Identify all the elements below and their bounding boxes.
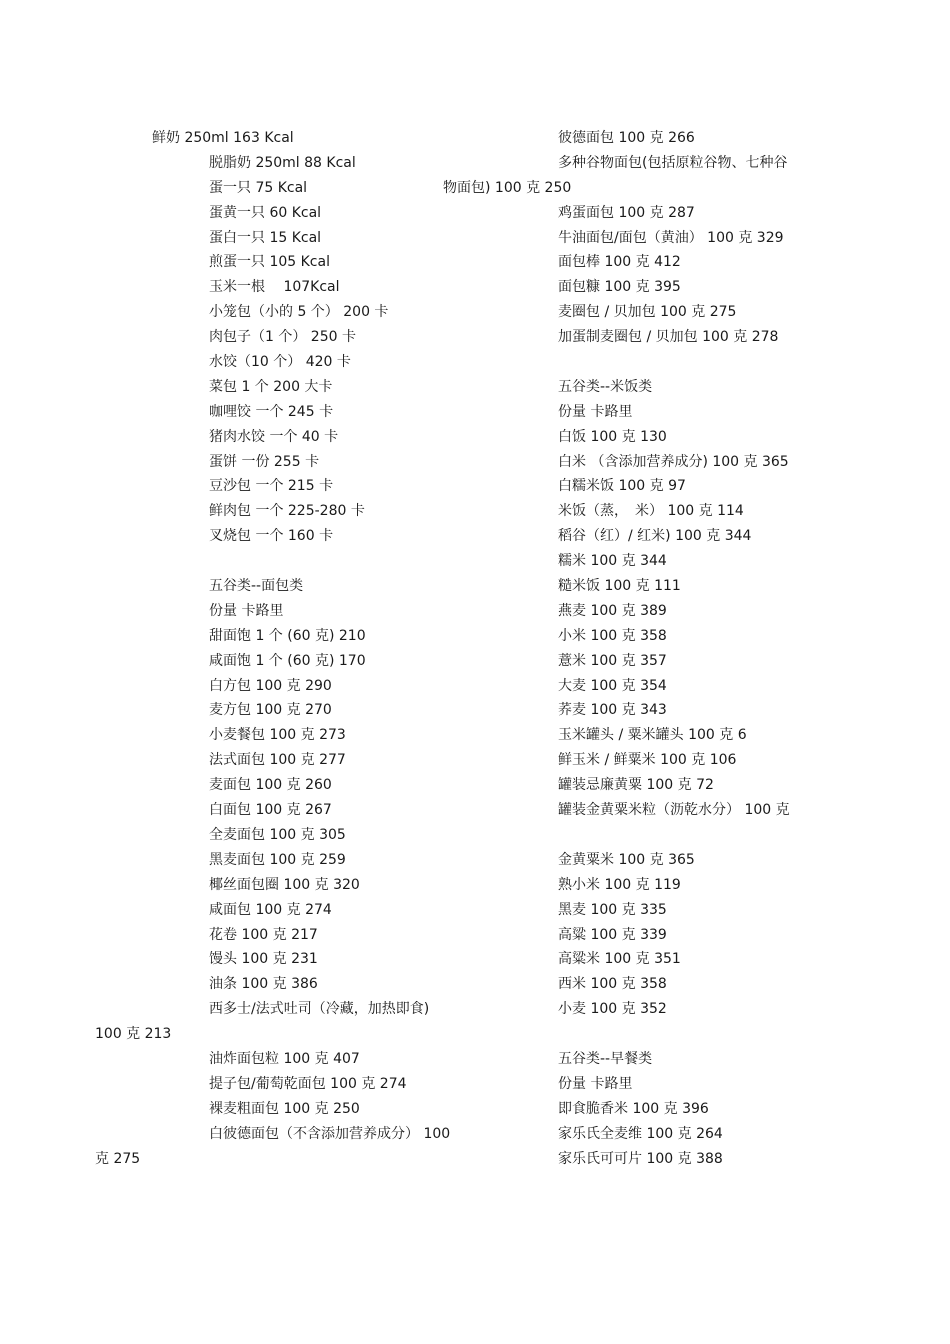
- left-column: [95, 126, 509, 1171]
- blank-line: [558, 823, 878, 848]
- text-line: 咸面包 100 克 274: [209, 901, 332, 918]
- blank-line: [209, 549, 509, 574]
- text-line: 小麦 100 克 352: [558, 1001, 667, 1018]
- text-line: 燕麦 100 克 389: [558, 602, 667, 619]
- text-line: 法式面包 100 克 277: [209, 752, 346, 769]
- text-line: 家乐氏全麦维 100 克 264: [558, 1125, 723, 1142]
- text-line: 油炸面包粒 100 克 407: [209, 1050, 360, 1067]
- text-line: 熟小米 100 克 119: [558, 876, 681, 893]
- text-line: 稻谷（红）/ 红米) 100 克 344: [558, 528, 752, 545]
- text-line: 荞麦 100 克 343: [558, 702, 667, 719]
- text-line: 馒头 100 克 231: [209, 951, 318, 968]
- text-line: 玉米一根 107Kcal: [209, 279, 340, 296]
- text-line: 米饭（蒸， 米） 100 克 114: [558, 503, 744, 520]
- text-line: 脱脂奶 250ml 88 Kcal: [209, 154, 356, 171]
- text-line: 高粱米 100 克 351: [558, 951, 681, 968]
- text-line: 金黄粟米 100 克 365: [558, 851, 695, 868]
- text-line: 叉烧包 一个 160 卡: [209, 528, 334, 545]
- text-line: 物面包) 100 克 250: [443, 179, 572, 196]
- text-line: 鲜奶 250ml 163 Kcal: [152, 130, 294, 146]
- text-line: 麦圈包 / 贝加包 100 克 275: [558, 304, 737, 321]
- text-line: 面包棒 100 克 412: [558, 254, 681, 271]
- text-line: 五谷类--早餐类: [558, 1050, 653, 1067]
- text-line: 蛋黄一只 60 Kcal: [209, 204, 322, 221]
- text-line: 大麦 100 克 354: [558, 677, 667, 694]
- text-line: 黑麦面包 100 克 259: [209, 851, 346, 868]
- text-line: 即食脆香米 100 克 396: [558, 1100, 709, 1117]
- text-line: 白米 （含添加营养成分) 100 克 365: [558, 453, 789, 470]
- blank-line: [558, 1022, 878, 1047]
- text-line: 糯米 100 克 344: [558, 553, 667, 570]
- right-column: [443, 126, 878, 1171]
- text-line: 咖哩饺 一个 245 卡: [209, 403, 334, 420]
- text-line: 五谷类--米饭类: [558, 378, 653, 395]
- text-line: 菜包 1 个 200 大卡: [209, 378, 333, 395]
- text-line: 彼德面包 100 克 266: [558, 130, 695, 146]
- text-line: 鲜肉包 一个 225-280 卡: [209, 503, 365, 520]
- text-line: 水饺（10 个） 420 卡: [209, 354, 351, 371]
- text-line: 多种谷物面包(包括原粒谷物、七种谷: [558, 154, 788, 171]
- text-line: 裸麦粗面包 100 克 250: [209, 1100, 360, 1117]
- text-line: 小笼包（小的 5 个） 200 卡: [209, 304, 389, 321]
- text-line: 油条 100 克 386: [209, 976, 318, 993]
- text-line: 小米 100 克 358: [558, 627, 667, 644]
- text-line: 花卷 100 克 217: [209, 926, 318, 943]
- text-line: 咸面饱 1 个 (60 克) 170: [209, 652, 366, 669]
- text-line: 小麦餐包 100 克 273: [209, 727, 346, 744]
- text-line: 煎蛋一只 105 Kcal: [209, 254, 330, 271]
- text-line: 黑麦 100 克 335: [558, 901, 667, 918]
- text-line: 克 275: [95, 1150, 141, 1167]
- text-line: 猪肉水饺 一个 40 卡: [209, 428, 339, 445]
- text-line: 白彼德面包（不含添加营养成分） 100: [209, 1125, 451, 1142]
- text-line: 全麦面包 100 克 305: [209, 826, 346, 843]
- text-line: 椰丝面包圈 100 克 320: [209, 876, 360, 893]
- text-line: 份量 卡路里: [558, 1075, 633, 1092]
- text-line: 鸡蛋面包 100 克 287: [558, 204, 695, 221]
- blank-line: [558, 350, 878, 375]
- text-line: 加蛋制麦圈包 / 贝加包 100 克 278: [558, 329, 779, 346]
- text-line: 罐装忌廉黄粟 100 克 72: [558, 777, 714, 794]
- text-line: 麦面包 100 克 260: [209, 777, 332, 794]
- text-line: 白糯米饭 100 克 97: [558, 478, 686, 495]
- text-line: 提子包/葡萄乾面包 100 克 274: [209, 1075, 407, 1092]
- text-line: 肉包子（1 个） 250 卡: [209, 329, 356, 346]
- text-line: 西多士/法式吐司（冷藏，加热即食): [209, 1001, 430, 1018]
- text-line: 蛋白一只 15 Kcal: [209, 229, 322, 246]
- text-line: 薏米 100 克 357: [558, 652, 667, 669]
- text-line: 白方包 100 克 290: [209, 677, 332, 694]
- text-line: 罐装金黄粟米粒（沥乾水分） 100 克: [558, 802, 790, 819]
- text-line: 白面包 100 克 267: [209, 802, 332, 819]
- text-line: 100 克 213: [95, 1026, 172, 1043]
- text-line: 麦方包 100 克 270: [209, 702, 332, 719]
- text-line: 五谷类--面包类: [209, 578, 304, 595]
- text-line: 份量 卡路里: [558, 403, 633, 420]
- text-line: 份量 卡路里: [209, 602, 284, 619]
- text-line: 糙米饭 100 克 111: [558, 578, 681, 595]
- text-line: 蛋饼 一份 255 卡: [209, 453, 320, 470]
- text-line: 高粱 100 克 339: [558, 926, 667, 943]
- text-line: 牛油面包/面包（黄油） 100 克 329: [558, 229, 784, 246]
- text-line: 家乐氏可可片 100 克 388: [558, 1150, 723, 1167]
- text-line: 玉米罐头 / 粟米罐头 100 克 6: [558, 727, 747, 744]
- text-line: 西米 100 克 358: [558, 976, 667, 993]
- text-line: 鲜玉米 / 鲜粟米 100 克 106: [558, 752, 737, 769]
- text-line: 豆沙包 一个 215 卡: [209, 478, 334, 495]
- text-line: 白饭 100 克 130: [558, 428, 667, 445]
- text-line: 蛋一只 75 Kcal: [209, 179, 308, 196]
- text-line: 甜面饱 1 个 (60 克) 210: [209, 627, 366, 644]
- text-line: 面包糠 100 克 395: [558, 279, 681, 296]
